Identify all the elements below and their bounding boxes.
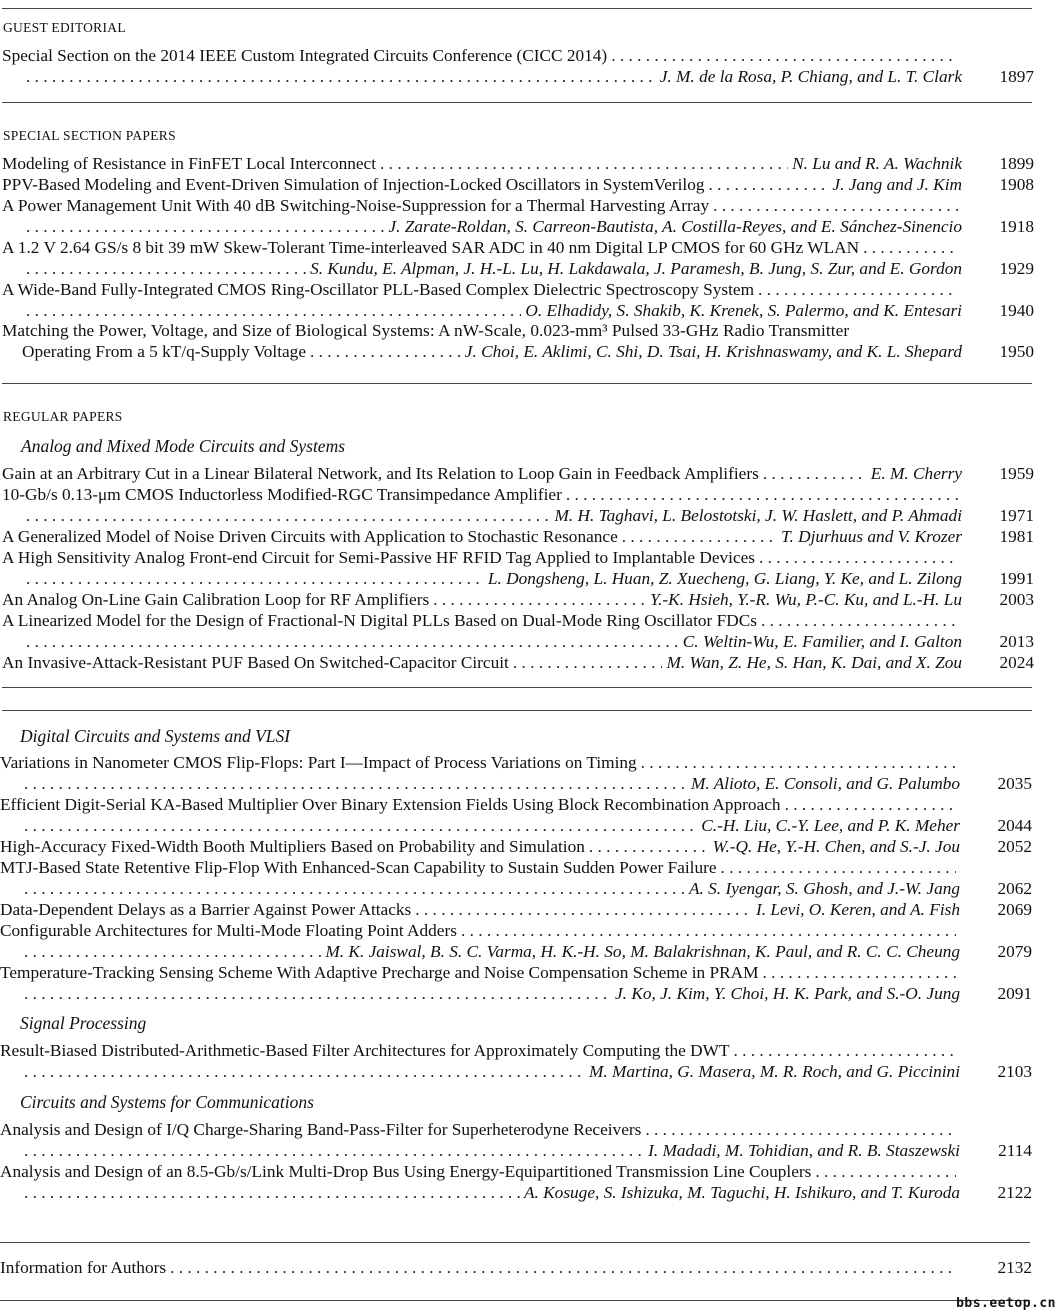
toc-entry[interactable] xyxy=(0,1161,1032,1203)
entry-page: 1940 xyxy=(999,301,1034,320)
entry-page: 2003 xyxy=(999,590,1034,609)
entry-authors: C. Weltin-Wu, E. Familier, and I. Galton xyxy=(682,632,962,651)
divider xyxy=(2,102,1032,103)
entry-authors: L. Dongsheng, L. Huan, Z. Xuecheng, G. Liang, Y. Ke, and L. Zilong xyxy=(487,569,962,588)
entry-title: A Generalized Model of Noise Driven Circuits with Application to Stochastic Resonance xyxy=(2,527,618,546)
entry-authors: M. K. Jaiswal, B. S. C. Varma, H. K.-H. So, M. Balakrishnan, K. Paul, and R. C. C. Cheung xyxy=(325,942,960,961)
toc-entry[interactable] xyxy=(2,320,1034,362)
toc-entry-information-for-authors[interactable] xyxy=(0,1257,1032,1278)
entry-title: Configurable Architectures for Multi-Mode Floating Point Adders xyxy=(0,921,457,940)
leader-dots xyxy=(26,568,484,589)
entry-title: Special Section on the 2014 IEEE Custom Integrated Circuits Conference (CICC 2014) xyxy=(2,46,608,65)
leader-dots xyxy=(763,463,867,484)
leader-dots xyxy=(26,631,679,652)
leader-dots xyxy=(26,66,656,87)
entry-page: 1991 xyxy=(999,569,1034,588)
toc-entry[interactable] xyxy=(0,899,1032,920)
leader-dots xyxy=(815,1161,956,1182)
entry-page: 2013 xyxy=(999,632,1034,651)
toc-entry[interactable] xyxy=(2,589,1034,610)
entry-title: Temperature-Tracking Sensing Scheme With Adaptive Precharge and Noise Compensation Scheme in PRAM xyxy=(0,963,759,982)
toc-entry[interactable] xyxy=(2,279,1034,321)
entry-authors: J. Jang and J. Kim xyxy=(832,175,962,194)
leader-dots xyxy=(763,962,957,983)
entry-title: MTJ-Based State Retentive Flip-Flop With Enhanced-Scan Capability to Sustain Sudden Power Failure xyxy=(0,858,717,877)
leader-dots xyxy=(26,216,384,237)
entry-page: 2132 xyxy=(997,1258,1032,1277)
entry-authors: J. M. de la Rosa, P. Chiang, and L. T. Clark xyxy=(659,67,962,86)
leader-dots xyxy=(415,899,752,920)
entry-authors: M. Wan, Z. He, S. Han, K. Dai, and X. Zou xyxy=(666,653,962,672)
entry-page: 1981 xyxy=(999,527,1034,546)
entry-title: Gain at an Arbitrary Cut in a Linear Bilateral Network, and Its Relation to Loop Gain in Feedback Amplifiers xyxy=(2,464,759,483)
toc-entry[interactable] xyxy=(2,526,1034,547)
watermark: bbs.eetop.cn xyxy=(956,1296,1056,1311)
leader-dots xyxy=(24,815,697,836)
entry-page: 1950 xyxy=(999,342,1034,361)
toc-entry[interactable] xyxy=(2,174,1034,195)
entry-page: 1971 xyxy=(999,506,1034,525)
divider xyxy=(0,1242,1030,1243)
entry-page: 2024 xyxy=(999,653,1034,672)
entry-title: A High Sensitivity Analog Front-end Circuit for Semi-Passive HF RFID Tag Applied to Implantable Devices xyxy=(2,548,756,567)
entry-title: Modeling of Resistance in FinFET Local Interconnect xyxy=(2,154,377,173)
leader-dots xyxy=(26,300,521,321)
subsection-heading-analog: Analog and Mixed Mode Circuits and Systems xyxy=(21,436,346,456)
entry-authors: M. H. Taghavi, L. Belostotski, J. W. Haslett, and P. Ahmadi xyxy=(554,506,962,525)
entry-title: 10-Gb/s 0.13-μm CMOS Inductorless Modified-RGC Transimpedance Amplifier xyxy=(2,485,562,504)
leader-dots xyxy=(758,279,958,300)
toc-entry[interactable] xyxy=(0,857,1032,899)
entry-title: Result-Biased Distributed-Arithmetic-Based Filter Architectures for Approximately Computing the DWT xyxy=(0,1041,730,1060)
toc-entry[interactable] xyxy=(0,836,1032,857)
entry-page: 2103 xyxy=(997,1062,1032,1081)
toc-entry[interactable] xyxy=(2,195,1034,237)
leader-dots xyxy=(713,195,958,216)
leader-dots xyxy=(24,1182,520,1203)
leader-dots xyxy=(26,258,306,279)
leader-dots xyxy=(566,484,958,505)
toc-entry[interactable] xyxy=(2,237,1034,279)
entry-authors: M. Alioto, E. Consoli, and G. Palumbo xyxy=(691,774,960,793)
entry-title: An Invasive-Attack-Resistant PUF Based On Switched-Capacitor Circuit xyxy=(2,653,509,672)
entry-title: Data-Dependent Delays as a Barrier Against Power Attacks xyxy=(0,900,412,919)
entry-page: 2114 xyxy=(998,1141,1032,1160)
leader-dots xyxy=(24,1140,644,1161)
entry-authors: M. Martina, G. Masera, M. R. Roch, and G. Piccinini xyxy=(588,1062,960,1081)
toc-entry[interactable] xyxy=(2,610,1034,652)
leader-dots xyxy=(589,836,709,857)
entry-page: 2052 xyxy=(997,837,1032,856)
entry-page: 1897 xyxy=(999,67,1034,86)
leader-dots xyxy=(170,1257,956,1278)
leader-dots xyxy=(24,983,611,1004)
entry-page: 2035 xyxy=(997,774,1032,793)
leader-dots xyxy=(433,589,646,610)
toc-entry[interactable] xyxy=(0,1040,1032,1082)
toc-entry[interactable] xyxy=(0,752,1032,794)
leader-dots xyxy=(759,547,958,568)
toc-entry[interactable] xyxy=(0,1119,1032,1161)
divider xyxy=(2,8,1032,9)
entry-title: A 1.2 V 2.64 GS/s 8 bit 39 mW Skew-Tolerant Time-interleaved SAR ADC in 40 nm Digital LP CMOS for 60 GHz WLAN xyxy=(2,238,860,257)
toc-entry[interactable] xyxy=(2,547,1034,589)
divider xyxy=(2,383,1032,384)
entry-title: High-Accuracy Fixed-Width Booth Multipliers Based on Probability and Simulation xyxy=(0,837,585,856)
divider xyxy=(2,687,1032,688)
entry-title: PPV-Based Modeling and Event-Driven Simulation of Injection-Locked Oscillators in SystemVerilog xyxy=(2,175,705,194)
entry-title: Information for Authors xyxy=(0,1258,167,1277)
entry-authors: I. Levi, O. Keren, and A. Fish xyxy=(756,900,960,919)
leader-dots xyxy=(310,341,461,362)
subsection-heading-signal-processing: Signal Processing xyxy=(20,1013,147,1033)
subsection-heading-communications: Circuits and Systems for Communications xyxy=(20,1092,314,1112)
entry-authors: C.-H. Liu, C.-Y. Lee, and P. K. Meher xyxy=(701,816,960,835)
entry-page: 2044 xyxy=(997,816,1032,835)
leader-dots xyxy=(26,505,550,526)
entry-authors: Y.-K. Hsieh, Y.-R. Wu, P.-C. Ku, and L.-H. Lu xyxy=(650,590,962,609)
entry-authors: A. Kosuge, S. Ishizuka, M. Taguchi, H. Ishikuro, and T. Kuroda xyxy=(523,1183,960,1202)
toc-entry[interactable] xyxy=(2,652,1034,673)
leader-dots xyxy=(709,174,829,195)
leader-dots xyxy=(641,752,956,773)
entry-page: 2079 xyxy=(997,942,1032,961)
leader-dots xyxy=(785,794,956,815)
subsection-heading-digital: Digital Circuits and Systems and VLSI xyxy=(20,726,291,746)
section-heading-guest-editorial: GUEST EDITORIAL xyxy=(3,20,126,35)
entry-page: 1959 xyxy=(999,464,1034,483)
toc-entry[interactable] xyxy=(2,463,1034,484)
entry-authors: S. Kundu, E. Alpman, J. H.-L. Lu, H. Lakdawala, J. Paramesh, B. Jung, S. Zur, and E. Gordon xyxy=(310,259,962,278)
leader-dots xyxy=(622,526,777,547)
section-heading-regular-papers: REGULAR PAPERS xyxy=(3,409,123,424)
entry-page: 1899 xyxy=(999,154,1034,173)
entry-authors: A. S. Iyengar, S. Ghosh, and J.-W. Jang xyxy=(688,879,960,898)
entry-title: Efficient Digit-Serial KA-Based Multiplier Over Binary Extension Fields Using Block Recombination Approach xyxy=(0,795,781,814)
entry-title: A Linearized Model for the Design of Fractional-N Digital PLLs Based on Dual-Mode Ring Oscillator FDCs xyxy=(2,611,757,630)
leader-dots xyxy=(734,1040,957,1061)
leader-dots xyxy=(24,878,685,899)
leader-dots xyxy=(611,45,958,66)
entry-authors: I. Madadi, M. Tohidian, and R. B. Staszewski xyxy=(648,1141,960,1160)
entry-authors: O. Elhadidy, S. Shakib, K. Krenek, S. Palermo, and K. Entesari xyxy=(525,301,962,320)
entry-page: 1929 xyxy=(999,259,1034,278)
toc-entry[interactable] xyxy=(2,45,1034,87)
leader-dots xyxy=(461,920,956,941)
entry-page: 1908 xyxy=(999,175,1034,194)
entry-authors: T. Djurhuus and V. Krozer xyxy=(781,527,962,546)
leader-dots xyxy=(380,153,788,174)
entry-page: 2069 xyxy=(997,900,1032,919)
leader-dots xyxy=(721,857,956,878)
entry-title: Matching the Power, Voltage, and Size of Biological Systems: A nW-Scale, 0.023-mm³ Pulsed 33-GHz Radio Transmitter xyxy=(2,321,850,340)
entry-authors: W.-Q. He, Y.-H. Chen, and S.-J. Jou xyxy=(712,837,960,856)
entry-title: An Analog On-Line Gain Calibration Loop for RF Amplifiers xyxy=(2,590,430,609)
entry-authors: J. Ko, J. Kim, Y. Choi, H. K. Park, and S.-O. Jung xyxy=(615,984,960,1003)
entry-page: 2122 xyxy=(997,1183,1032,1202)
toc-entry[interactable] xyxy=(0,794,1032,836)
divider xyxy=(2,710,1032,711)
toc-entry[interactable] xyxy=(0,962,1032,1004)
entry-title: Variations in Nanometer CMOS Flip-Flops: Part I—Impact of Process Variations on Timing xyxy=(0,753,637,772)
leader-dots xyxy=(24,941,321,962)
entry-title: Analysis and Design of I/Q Charge-Sharing Band-Pass-Filter for Superheterodyne Receivers xyxy=(0,1120,642,1139)
leader-dots xyxy=(645,1119,956,1140)
toc-entry[interactable] xyxy=(2,153,1034,174)
entry-title: A Wide-Band Fully-Integrated CMOS Ring-Oscillator PLL-Based Complex Dielectric Spectroscopy System xyxy=(2,280,755,299)
section-heading-special-section: SPECIAL SECTION PAPERS xyxy=(3,128,176,143)
entry-title: Analysis and Design of an 8.5-Gb/s/Link Multi-Drop Bus Using Energy-Equipartitioned Transmission Line Couplers xyxy=(0,1162,812,1181)
entry-page: 2062 xyxy=(997,879,1032,898)
entry-authors: E. M. Cherry xyxy=(870,464,962,483)
entry-page: 1918 xyxy=(999,217,1034,236)
leader-dots xyxy=(513,652,663,673)
leader-dots xyxy=(24,1061,585,1082)
entry-title: A Power Management Unit With 40 dB Switching-Noise-Suppression for a Thermal Harvesting Array xyxy=(2,196,710,215)
entry-authors: J. Zarate-Roldan, S. Carreon-Bautista, A. Costilla-Reyes, and E. Sánchez-Sinencio xyxy=(388,217,962,236)
divider xyxy=(0,1300,1030,1301)
entry-authors: J. Choi, E. Aklimi, C. Shi, D. Tsai, H. Krishnaswamy, and K. L. Shepard xyxy=(464,342,962,361)
leader-dots xyxy=(24,773,687,794)
leader-dots xyxy=(761,610,958,631)
entry-page: 2091 xyxy=(997,984,1032,1003)
entry-authors: N. Lu and R. A. Wachnik xyxy=(792,154,962,173)
leader-dots xyxy=(863,237,958,258)
entry-title-continued: Operating From a 5 kT/q-Supply Voltage xyxy=(22,342,306,361)
toc-entry[interactable] xyxy=(2,484,1034,526)
toc-entry[interactable] xyxy=(0,920,1032,962)
